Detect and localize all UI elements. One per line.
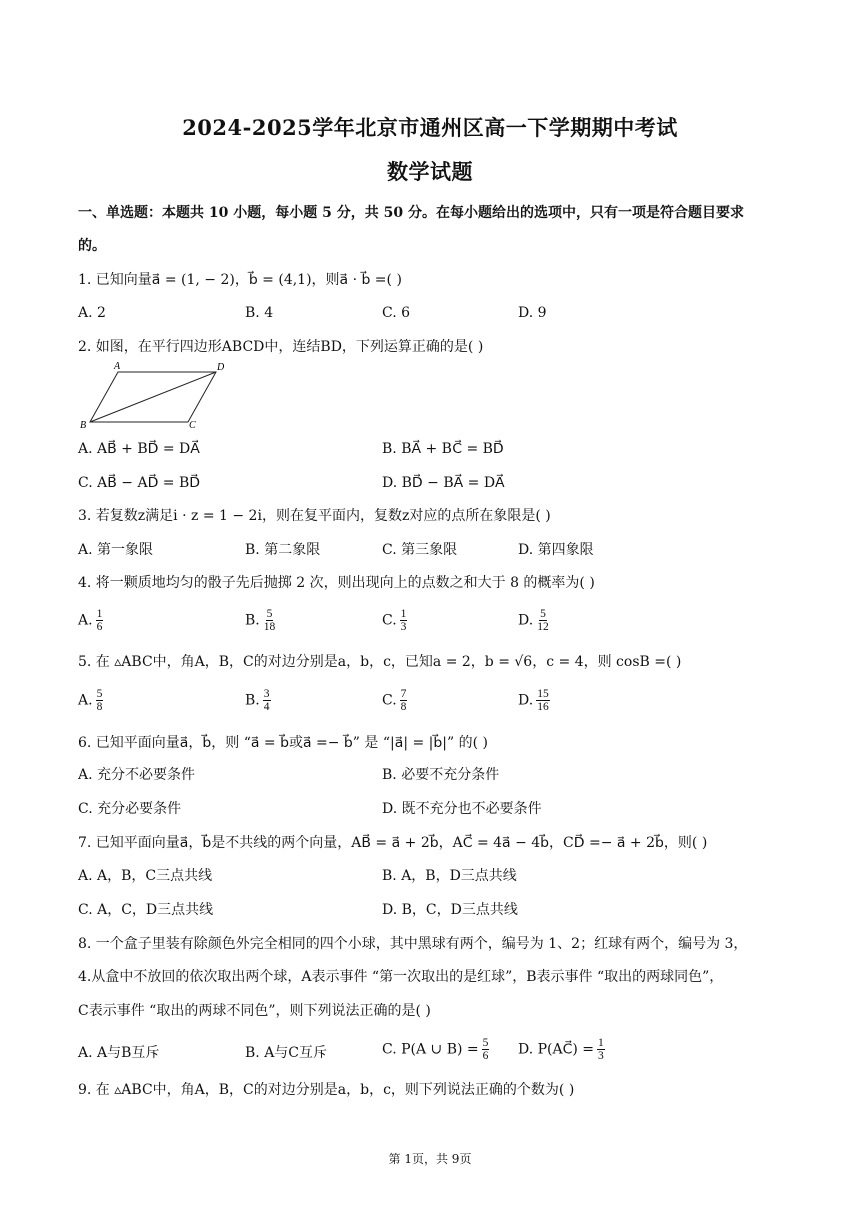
question-9-stem: 9. 在 ▵ABC中，角A，B，C的对边分别是a，b，c，则下列说法正确的个数为( ): [78, 1082, 575, 1098]
q2-option-d: D. BD⃗ − BA⃗ = DA⃗: [382, 475, 505, 491]
option-text: C. P(A ∪ B) =: [382, 1041, 479, 1058]
denominator: 18: [263, 621, 276, 633]
q6-option-a: A. 充分不必要条件: [78, 767, 196, 783]
numerator: 3: [263, 688, 270, 700]
fraction: [263, 608, 277, 633]
page-footer: 第 1页，共 9页: [388, 1152, 472, 1166]
question-7-stem: 7. 已知平面向量a⃗，b⃗是不共线的两个向量，AB⃗ = a⃗ + 2b⃗，AC⃗ = 4a⃗ − 4b⃗，CD⃗ =− a⃗ + 2b⃗，则( ): [78, 835, 708, 851]
question-2-stem: 2. 如图，在平行四边形ABCD中，连结BD，下列运算正确的是( ): [78, 339, 484, 355]
q6-option-c: C. 充分必要条件: [78, 801, 182, 817]
parallelogram-figure: [78, 360, 238, 430]
question-8-line3: C表示事件 “取出的两球不同色”，则下列说法正确的是( ): [78, 1003, 431, 1019]
denominator: 8: [400, 701, 407, 713]
numerator: 15: [537, 688, 549, 700]
q3-option-a: A. 第一象限: [78, 542, 154, 558]
q7-option-b: B. A，B，D三点共线: [382, 868, 517, 884]
fraction: [482, 1037, 490, 1062]
question-6-stem: 6. 已知平面向量a⃗，b⃗，则 “a⃗ = b⃗或a⃗ =− b⃗” 是 “|a⃗| = |b⃗|” 的( ): [78, 735, 488, 751]
fraction: [536, 608, 550, 633]
option-label: A.: [78, 612, 93, 629]
q3-option-d: D. 第四象限: [518, 542, 594, 558]
question-8-line2: 4.从盒中不放回的依次取出两个球，A表示事件 “第一次取出的是红球”，B表示事件 “取出的两球同色”，: [78, 969, 724, 985]
exam-subtitle: 数学试题: [387, 159, 473, 184]
q6-option-d: D. 既不充分也不必要条件: [382, 801, 542, 817]
q5-option-b: [245, 688, 271, 713]
option-label: B.: [245, 612, 260, 629]
numerator: 5: [540, 608, 546, 620]
q2-option-c: C. AB⃗ − AD⃗ = BD⃗: [78, 475, 201, 491]
q8-option-c: [382, 1037, 489, 1062]
q4-option-d: [518, 608, 550, 633]
q8-option-b: B. A与C互斥: [245, 1045, 328, 1061]
q1-option-b: B. 4: [245, 305, 274, 321]
fraction: [263, 688, 271, 713]
denominator: 8: [96, 701, 103, 713]
denominator: 4: [263, 701, 270, 713]
numerator: 5: [266, 608, 273, 620]
q7-option-d: D. B，C，D三点共线: [382, 902, 518, 918]
section-heading-line2: 的。: [78, 238, 106, 254]
question-8-line1: 8. 一个盒子里装有除颜色外完全相同的四个小球，其中黑球有两个，编号为 1、2；红球有两个，编号为 3，: [78, 936, 748, 952]
denominator: 3: [400, 621, 407, 633]
denominator: 6: [482, 1050, 489, 1062]
q4-option-c: [382, 608, 407, 633]
numerator: 1: [400, 608, 407, 620]
denominator: 16: [537, 701, 549, 713]
q5-option-a: [78, 688, 103, 713]
q1-option-d: D. 9: [518, 305, 547, 321]
fraction: [96, 688, 104, 713]
q7-option-c: C. A，C，D三点共线: [78, 902, 214, 918]
q5-option-d: [518, 688, 550, 713]
q7-option-a: A. A，B，C三点共线: [78, 868, 213, 884]
vertex-label-d: D: [217, 362, 225, 373]
exam-title: 2024-2025学年北京市通州区高一下学期期中考试: [182, 115, 678, 140]
q3-option-c: C. 第三象限: [382, 542, 458, 558]
numerator: 7: [400, 688, 407, 700]
vertex-label-b: B: [80, 420, 87, 430]
q2-option-a: A. AB⃗ + BD⃗ = DA⃗: [78, 441, 200, 457]
vertex-label-a: A: [114, 361, 121, 372]
fraction: [536, 688, 550, 713]
q1-option-c: C. 6: [382, 305, 411, 321]
fraction: [400, 608, 408, 633]
q8-option-a: A. A与B互斥: [78, 1045, 160, 1061]
q4-option-b: [245, 608, 276, 633]
denominator: 3: [598, 1050, 604, 1062]
option-label: A.: [78, 692, 93, 709]
fraction: [96, 608, 104, 633]
question-5-stem: 5. 在 ▵ABC中，角A，B，C的对边分别是a，b，c，已知a = 2，b = √6，c = 4，则 cosB =( ): [78, 654, 682, 670]
q1-option-a: A. 2: [78, 305, 106, 321]
denominator: 12: [537, 621, 549, 633]
numerator: 5: [482, 1037, 489, 1049]
q3-option-b: B. 第二象限: [245, 542, 321, 558]
q4-option-a: [78, 608, 103, 633]
numerator: 1: [598, 1037, 604, 1049]
question-4-stem: 4. 将一颗质地均匀的骰子先后抛掷 2 次，则出现向上的点数之和大于 8 的概率为( ): [78, 575, 595, 591]
option-label: D.: [518, 692, 534, 709]
section-heading-line1: 一、单选题：本题共 10 小题，每小题 5 分，共 50 分。在每小题给出的选项中，只有一项是符合题目要求: [78, 205, 744, 221]
question-3-stem: 3. 若复数z满足i · z = 1 − 2i，则在复平面内，复数z对应的点所在象限是( ): [78, 508, 551, 524]
fraction: [597, 1037, 605, 1062]
option-text: D. P(AC⃗) =: [518, 1041, 595, 1058]
numerator: 1: [96, 608, 103, 620]
q8-option-d: [518, 1037, 605, 1062]
option-label: C.: [382, 612, 397, 629]
denominator: 6: [96, 621, 103, 633]
numerator: 5: [96, 688, 103, 700]
question-1-stem: 1. 已知向量a⃗ = (1, − 2)，b⃗ = (4,1)，则a⃗ · b⃗ =( ): [78, 272, 402, 288]
option-label: C.: [382, 692, 397, 709]
option-label: D.: [518, 612, 534, 629]
q5-option-c: [382, 688, 407, 713]
q2-option-b: B. BA⃗ + BC⃗ = BD⃗: [382, 441, 504, 457]
q6-option-b: B. 必要不充分条件: [382, 767, 500, 783]
vertex-label-c: C: [189, 420, 196, 430]
fraction: [400, 688, 408, 713]
option-label: B.: [245, 692, 260, 709]
